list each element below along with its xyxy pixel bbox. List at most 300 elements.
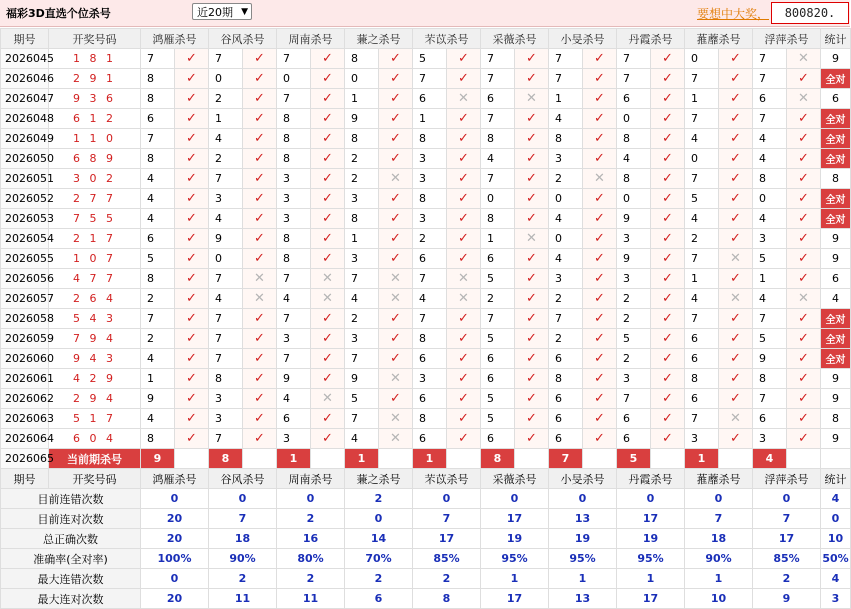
check-icon <box>787 349 821 369</box>
draw-number-cell: 2 9 1 <box>49 69 141 89</box>
kill-number-cell: 6 <box>481 89 515 109</box>
check-icon <box>311 349 345 369</box>
kill-number-cell: 9 <box>345 109 379 129</box>
check-icon <box>175 309 209 329</box>
kill-number-cell: 7 <box>685 249 719 269</box>
check-icon <box>719 189 753 209</box>
kill-number-cell: 7 <box>209 49 243 69</box>
kill-number-cell: 3 <box>753 429 787 449</box>
check-icon <box>243 69 277 89</box>
kill-number-cell: 3 <box>277 429 311 449</box>
stats-cell: 8 <box>821 409 851 429</box>
stats-total: 4 <box>821 489 851 509</box>
kill-number-cell: 9 <box>345 369 379 389</box>
check-icon <box>515 289 549 309</box>
stats-value: 95% <box>481 549 549 569</box>
check-icon: ✓ <box>662 211 673 226</box>
check-icon <box>311 149 345 169</box>
stats-value: 90% <box>685 549 753 569</box>
kill-number-cell: 8 <box>141 149 175 169</box>
check-icon: ✓ <box>390 391 401 406</box>
check-icon <box>787 389 821 409</box>
check-icon: ✓ <box>186 191 197 206</box>
stats-value: 8 <box>413 589 481 609</box>
stats-row <box>1 589 851 609</box>
cross-icon <box>719 249 753 269</box>
col-header-expert: 芣苡杀号 <box>413 29 481 49</box>
table-row <box>1 49 851 69</box>
table-row <box>1 209 851 229</box>
kill-number-cell: 7 <box>685 309 719 329</box>
table-row <box>1 369 851 389</box>
check-icon <box>175 249 209 269</box>
cross-icon <box>311 289 345 309</box>
kill-number-cell: 2 <box>345 309 379 329</box>
kill-number-cell: 7 <box>617 69 651 89</box>
col-header-expert: 丹霞杀号 <box>617 469 685 489</box>
stats-total: 10 <box>821 529 851 549</box>
check-icon <box>515 349 549 369</box>
kill-number-cell: 4 <box>413 289 447 309</box>
check-icon <box>719 49 753 69</box>
header-row-repeat <box>1 469 851 489</box>
empty-cell <box>379 449 413 469</box>
kill-number-cell: 5 <box>753 249 787 269</box>
stats-value: 17 <box>481 509 549 529</box>
kill-number-cell: 8 <box>141 89 175 109</box>
col-header-expert: 谷风杀号 <box>209 29 277 49</box>
check-icon: ✓ <box>390 131 401 146</box>
stats-cell: 6 <box>821 269 851 289</box>
kill-number-cell: 3 <box>345 249 379 269</box>
empty-cell <box>821 449 851 469</box>
check-icon <box>651 229 685 249</box>
check-icon <box>243 209 277 229</box>
empty-cell <box>787 449 821 469</box>
kill-number-cell: 8 <box>617 129 651 149</box>
kill-number-cell: 3 <box>549 149 583 169</box>
check-icon <box>787 249 821 269</box>
kill-number-cell: 8 <box>141 429 175 449</box>
check-icon: ✓ <box>594 291 605 306</box>
stats-cell: 全对 <box>821 69 851 89</box>
kill-number-cell: 0 <box>549 229 583 249</box>
kill-number-cell: 3 <box>209 189 243 209</box>
draw-number-cell: 6 8 9 <box>49 149 141 169</box>
check-icon: ✓ <box>186 391 197 406</box>
check-icon: ✓ <box>798 191 809 206</box>
check-icon <box>243 369 277 389</box>
check-icon: ✓ <box>322 191 333 206</box>
check-icon <box>719 329 753 349</box>
check-icon <box>515 429 549 449</box>
check-icon: ✓ <box>186 151 197 166</box>
check-icon <box>311 409 345 429</box>
kill-number-cell: 8 <box>277 149 311 169</box>
check-icon: ✓ <box>322 411 333 426</box>
check-icon: ✓ <box>526 151 537 166</box>
kill-number-cell: 0 <box>345 69 379 89</box>
check-icon: ✓ <box>594 211 605 226</box>
kill-number-cell: 5 <box>141 249 175 269</box>
check-icon: ✓ <box>662 191 673 206</box>
check-icon: ✓ <box>322 151 333 166</box>
check-icon: ✓ <box>662 251 673 266</box>
cross-icon: ✕ <box>390 431 401 446</box>
kill-number-cell: 8 <box>617 169 651 189</box>
kill-number-cell: 8 <box>345 209 379 229</box>
check-icon: ✓ <box>254 351 265 366</box>
stats-value: 1 <box>617 569 685 589</box>
kill-number-cell: 7 <box>209 269 243 289</box>
kill-number-cell: 7 <box>209 429 243 449</box>
check-icon <box>311 69 345 89</box>
check-icon <box>787 69 821 89</box>
draw-number-cell: 9 4 3 <box>49 349 141 369</box>
current-kill-number: 1 <box>413 449 447 469</box>
check-icon: ✓ <box>594 371 605 386</box>
kill-number-cell: 5 <box>345 389 379 409</box>
stats-cell: 9 <box>821 389 851 409</box>
check-icon: ✓ <box>322 211 333 226</box>
kill-number-cell: 4 <box>141 409 175 429</box>
check-icon <box>379 189 413 209</box>
stats-cell: 全对 <box>821 209 851 229</box>
kill-number-cell: 6 <box>753 409 787 429</box>
kill-number-cell: 5 <box>413 49 447 69</box>
check-icon: ✓ <box>662 111 673 126</box>
check-icon <box>651 429 685 449</box>
check-icon <box>379 49 413 69</box>
check-icon <box>583 189 617 209</box>
check-icon <box>175 189 209 209</box>
check-icon <box>379 69 413 89</box>
current-kill-number: 5 <box>617 449 651 469</box>
check-icon: ✓ <box>458 331 469 346</box>
current-kill-number: 4 <box>753 449 787 469</box>
kill-number-cell: 0 <box>617 109 651 129</box>
kill-number-cell: 8 <box>413 189 447 209</box>
table-row <box>1 69 851 89</box>
check-icon <box>379 309 413 329</box>
kill-number-cell: 8 <box>549 129 583 149</box>
kill-number-cell: 7 <box>277 89 311 109</box>
kill-number-cell: 3 <box>277 189 311 209</box>
check-icon <box>651 269 685 289</box>
kill-number-cell: 8 <box>685 369 719 389</box>
table-row <box>1 269 851 289</box>
check-icon: ✓ <box>458 231 469 246</box>
check-icon <box>447 349 481 369</box>
check-icon <box>379 109 413 129</box>
check-icon: ✓ <box>322 251 333 266</box>
draw-number-cell: 5 1 7 <box>49 409 141 429</box>
kill-number-cell: 4 <box>277 289 311 309</box>
check-icon <box>243 49 277 69</box>
kill-number-cell: 2 <box>549 289 583 309</box>
check-icon: ✓ <box>730 391 741 406</box>
table-row <box>1 329 851 349</box>
kill-number-cell: 8 <box>413 129 447 149</box>
check-icon <box>311 429 345 449</box>
check-icon <box>311 49 345 69</box>
kill-number-cell: 3 <box>413 369 447 389</box>
kill-number-cell: 6 <box>685 349 719 369</box>
kill-number-cell: 4 <box>753 149 787 169</box>
check-icon: ✓ <box>798 211 809 226</box>
stats-cell: 全对 <box>821 329 851 349</box>
check-icon <box>583 149 617 169</box>
period-cell: 2026060 <box>1 349 49 369</box>
check-icon <box>583 329 617 349</box>
check-icon <box>787 109 821 129</box>
check-icon <box>447 169 481 189</box>
period-cell: 2026054 <box>1 229 49 249</box>
kill-number-cell: 5 <box>481 389 515 409</box>
kill-number-cell: 7 <box>481 49 515 69</box>
check-icon: ✓ <box>390 111 401 126</box>
check-icon: ✓ <box>186 211 197 226</box>
check-icon: ✓ <box>662 411 673 426</box>
draw-number-cell: 1 0 7 <box>49 249 141 269</box>
check-icon: ✓ <box>322 111 333 126</box>
check-icon <box>515 109 549 129</box>
check-icon: ✓ <box>186 71 197 86</box>
cross-icon: ✕ <box>526 231 537 246</box>
stats-label: 最大连错次数 <box>1 569 141 589</box>
stats-value: 9 <box>753 589 821 609</box>
kill-number-cell: 3 <box>413 209 447 229</box>
kill-number-cell: 7 <box>209 349 243 369</box>
check-icon: ✓ <box>594 331 605 346</box>
cross-icon: ✕ <box>254 291 265 306</box>
cross-icon: ✕ <box>322 391 333 406</box>
stats-value: 18 <box>209 529 277 549</box>
check-icon <box>719 69 753 89</box>
stats-value: 14 <box>345 529 413 549</box>
kill-number-cell: 4 <box>209 209 243 229</box>
stats-label: 目前连对次数 <box>1 509 141 529</box>
cross-icon <box>311 269 345 289</box>
kill-number-cell: 4 <box>209 129 243 149</box>
stats-cell: 全对 <box>821 109 851 129</box>
current-kill-number: 8 <box>209 449 243 469</box>
check-icon: ✓ <box>662 71 673 86</box>
check-icon <box>447 69 481 89</box>
check-icon: ✓ <box>730 431 741 446</box>
cross-icon <box>447 289 481 309</box>
check-icon: ✓ <box>322 171 333 186</box>
kill-number-cell: 7 <box>549 309 583 329</box>
kill-number-cell: 6 <box>413 429 447 449</box>
kill-number-cell: 7 <box>753 49 787 69</box>
stats-row <box>1 569 851 589</box>
check-icon <box>311 369 345 389</box>
cross-icon: ✕ <box>390 371 401 386</box>
kill-number-cell: 3 <box>277 169 311 189</box>
check-icon: ✓ <box>322 331 333 346</box>
check-icon <box>515 249 549 269</box>
kill-number-cell: 6 <box>481 249 515 269</box>
kill-number-table <box>0 28 851 609</box>
check-icon <box>379 349 413 369</box>
kill-number-cell: 8 <box>277 129 311 149</box>
cross-icon <box>379 429 413 449</box>
col-header-draw: 开奖号码 <box>49 469 141 489</box>
draw-number-cell: 6 1 2 <box>49 109 141 129</box>
check-icon <box>447 409 481 429</box>
kill-number-cell: 7 <box>277 269 311 289</box>
cross-icon: ✕ <box>458 91 469 106</box>
check-icon: ✓ <box>594 251 605 266</box>
check-icon: ✓ <box>254 371 265 386</box>
empty-cell <box>651 449 685 469</box>
draw-number-cell: 7 5 5 <box>49 209 141 229</box>
check-icon <box>583 369 617 389</box>
check-icon: ✓ <box>186 231 197 246</box>
kill-number-cell: 7 <box>617 49 651 69</box>
stats-value: 0 <box>549 489 617 509</box>
cross-icon: ✕ <box>798 51 809 66</box>
stats-value: 1 <box>685 569 753 589</box>
check-icon: ✓ <box>458 51 469 66</box>
check-icon <box>447 189 481 209</box>
check-icon <box>515 409 549 429</box>
table-row <box>1 289 851 309</box>
stats-value: 17 <box>413 529 481 549</box>
kill-number-cell: 6 <box>617 429 651 449</box>
check-icon <box>787 169 821 189</box>
check-icon <box>175 389 209 409</box>
empty-cell <box>243 449 277 469</box>
check-icon: ✓ <box>594 51 605 66</box>
kill-number-cell: 7 <box>617 389 651 409</box>
check-icon <box>243 409 277 429</box>
chevron-down-icon: ▼ <box>241 7 248 17</box>
check-icon: ✓ <box>390 191 401 206</box>
table-row <box>1 389 851 409</box>
kill-number-cell: 4 <box>141 189 175 209</box>
stats-value: 19 <box>481 529 549 549</box>
stats-value: 0 <box>413 489 481 509</box>
stats-value: 0 <box>209 489 277 509</box>
check-icon <box>583 129 617 149</box>
current-period-cell: 2026065 <box>1 449 49 469</box>
kill-number-cell: 7 <box>753 309 787 329</box>
check-icon <box>447 149 481 169</box>
stats-value: 7 <box>685 509 753 529</box>
stats-value: 95% <box>549 549 617 569</box>
kill-number-cell: 5 <box>481 329 515 349</box>
check-icon <box>787 409 821 429</box>
check-icon: ✓ <box>322 91 333 106</box>
col-header-expert: 蓷蘼杀号 <box>685 29 753 49</box>
check-icon <box>447 209 481 229</box>
check-icon: ✓ <box>458 311 469 326</box>
check-icon <box>243 109 277 129</box>
check-icon: ✓ <box>730 131 741 146</box>
check-icon <box>719 369 753 389</box>
check-icon <box>787 369 821 389</box>
check-icon <box>515 189 549 209</box>
cross-icon: ✕ <box>322 271 333 286</box>
kill-number-cell: 2 <box>549 329 583 349</box>
check-icon: ✓ <box>186 91 197 106</box>
period-cell: 2026058 <box>1 309 49 329</box>
stats-value: 85% <box>413 549 481 569</box>
period-cell: 2026051 <box>1 169 49 189</box>
kill-number-cell: 1 <box>753 269 787 289</box>
check-icon: ✓ <box>798 351 809 366</box>
check-icon <box>583 49 617 69</box>
check-icon <box>447 429 481 449</box>
stats-value: 0 <box>277 489 345 509</box>
col-header-stats: 统计 <box>821 469 851 489</box>
kill-number-cell: 2 <box>413 229 447 249</box>
check-icon <box>583 249 617 269</box>
check-icon <box>447 389 481 409</box>
kill-number-cell: 2 <box>141 289 175 309</box>
cross-icon <box>787 89 821 109</box>
kill-number-cell: 0 <box>753 189 787 209</box>
check-icon: ✓ <box>186 311 197 326</box>
period-cell: 2026050 <box>1 149 49 169</box>
check-icon <box>651 49 685 69</box>
kill-number-cell: 1 <box>685 89 719 109</box>
kill-number-cell: 8 <box>413 329 447 349</box>
check-icon <box>379 89 413 109</box>
site-logo[interactable]: 800820. <box>771 2 849 24</box>
stats-row <box>1 549 851 569</box>
check-icon <box>651 169 685 189</box>
cross-icon: ✕ <box>390 171 401 186</box>
check-icon: ✓ <box>798 411 809 426</box>
check-icon <box>175 409 209 429</box>
draw-number-cell: 6 0 4 <box>49 429 141 449</box>
kill-number-cell: 3 <box>345 189 379 209</box>
cross-icon: ✕ <box>390 291 401 306</box>
table-row <box>1 309 851 329</box>
kill-number-cell: 2 <box>617 289 651 309</box>
current-kill-number: 8 <box>481 449 515 469</box>
check-icon: ✓ <box>662 151 673 166</box>
stats-total: 4 <box>821 569 851 589</box>
stats-total: 50% <box>821 549 851 569</box>
check-icon: ✓ <box>594 191 605 206</box>
promo-link[interactable]: 要想中大奖， <box>697 7 770 21</box>
kill-number-cell: 7 <box>141 309 175 329</box>
check-icon: ✓ <box>254 191 265 206</box>
stats-value: 17 <box>617 589 685 609</box>
draw-number-cell: 2 7 7 <box>49 189 141 209</box>
range-select[interactable] <box>192 3 252 20</box>
check-icon: ✓ <box>798 131 809 146</box>
check-icon: ✓ <box>730 311 741 326</box>
check-icon: ✓ <box>390 51 401 66</box>
draw-number-cell: 2 9 4 <box>49 389 141 409</box>
check-icon: ✓ <box>526 291 537 306</box>
col-header-expert: 采薇杀号 <box>481 469 549 489</box>
check-icon <box>175 49 209 69</box>
check-icon <box>175 169 209 189</box>
kill-number-cell: 4 <box>549 249 583 269</box>
stats-cell: 全对 <box>821 309 851 329</box>
kill-number-cell: 0 <box>277 69 311 89</box>
col-header-expert: 鸿雁杀号 <box>141 29 209 49</box>
kill-number-cell: 7 <box>345 269 379 289</box>
col-header-period: 期号 <box>1 29 49 49</box>
check-icon: ✓ <box>662 311 673 326</box>
